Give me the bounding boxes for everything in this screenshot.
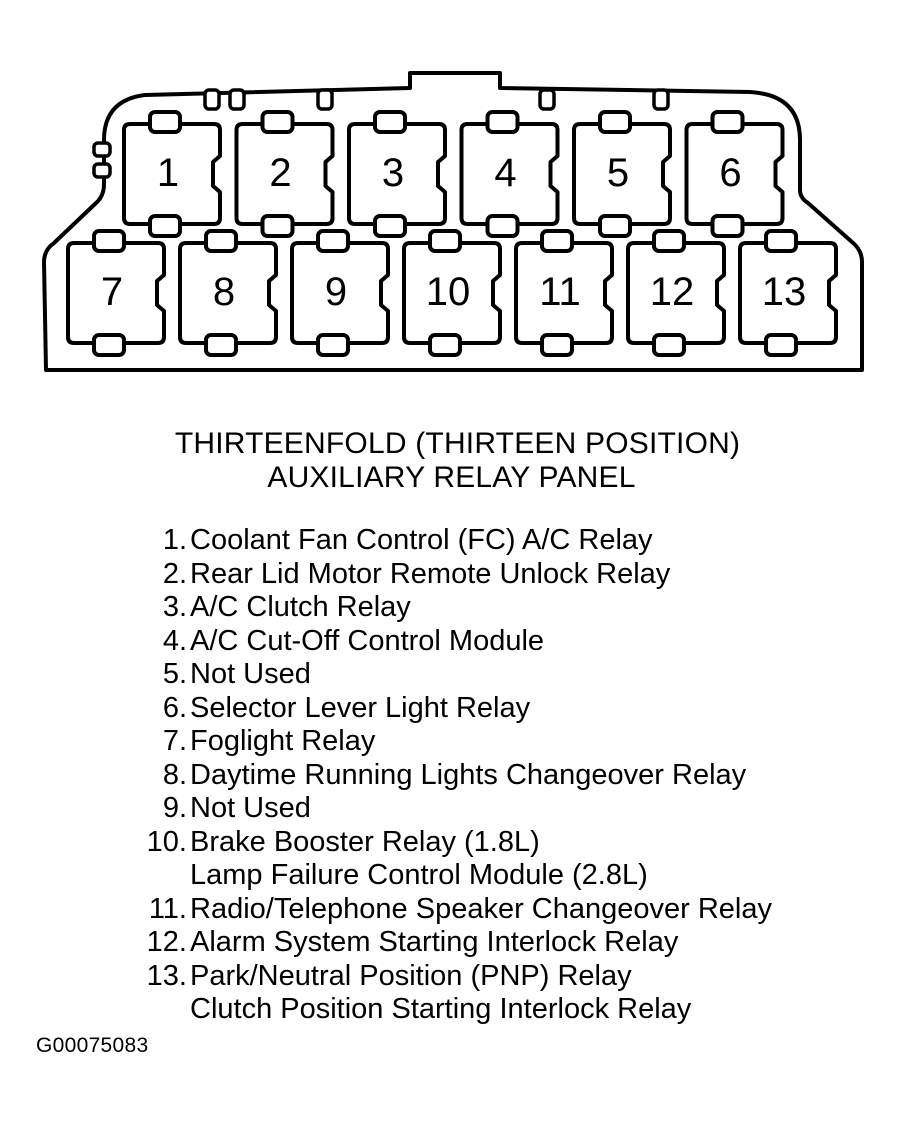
legend-item-number: 5. [162, 658, 187, 690]
panel-title-line-1: THIRTEENFOLD (THIRTEEN POSITION) [174, 427, 741, 460]
relay-terminal-top [150, 112, 180, 132]
legend-item-text: Alarm System Starting Interlock Relay [190, 926, 679, 958]
legend-item [131, 759, 772, 793]
relay-socket-10 [404, 231, 500, 355]
side-tab [94, 164, 110, 177]
legend-item-number: 12. [146, 926, 187, 958]
legend-item-text: Park/Neutral Position (PNP) Relay [190, 959, 632, 992]
relay-number: 6 [719, 151, 742, 195]
edge-clip [540, 90, 554, 109]
legend-item-number: 1. [162, 524, 187, 556]
edge-clip [205, 90, 219, 109]
relay-socket-2 [237, 112, 333, 236]
legend-item-number: 6. [162, 691, 187, 724]
relay-number: 8 [212, 270, 236, 314]
legend-item-number: 9. [162, 792, 187, 824]
relay-terminal-top [766, 231, 796, 251]
legend-item-number [131, 993, 187, 1027]
relay-socket-6 [687, 112, 783, 236]
relay-terminal-bottom [318, 335, 348, 355]
legend-item-number: 11. [148, 892, 187, 925]
relay-terminal-bottom [766, 335, 796, 355]
legend-item-text: Lamp Failure Control Module (2.8L) [190, 859, 648, 891]
relay-socket-13 [740, 231, 836, 355]
relay-terminal-top [654, 231, 684, 251]
figure-code: G00075083 [36, 1034, 149, 1057]
legend-item [131, 826, 772, 860]
relay-terminal-top [375, 112, 405, 132]
legend-item-text: Selector Lever Light Relay [190, 691, 531, 724]
legend-item-number: 3. [162, 591, 187, 623]
relay-terminal-bottom [488, 216, 518, 236]
relay-terminal-top [430, 231, 460, 251]
relay-terminal-bottom [263, 216, 293, 236]
legend-item-number: 2. [162, 557, 187, 590]
relay-terminal-bottom [150, 216, 180, 236]
relay-socket-9 [292, 231, 388, 355]
legend-item [131, 591, 772, 625]
legend-item [131, 625, 772, 659]
relay-socket-11 [516, 231, 612, 355]
relay-number: 11 [539, 270, 581, 314]
side-tab [94, 143, 110, 156]
legend-item-number: 7. [162, 725, 187, 757]
panel-title-line-2: AUXILIARY RELAY PANEL [267, 461, 636, 494]
relay-number: 13 [761, 270, 807, 314]
relay-number: 9 [324, 270, 348, 314]
relay-terminal-bottom [430, 335, 460, 355]
edge-clip [318, 90, 332, 109]
relay-terminal-top [263, 112, 293, 132]
legend-item [131, 893, 772, 927]
relay-number: 4 [494, 151, 517, 195]
legend-item-number: 8. [162, 758, 187, 791]
legend-item-text: Radio/Telephone Speaker Changeover Relay [190, 892, 772, 925]
relay-panel-diagram [0, 0, 903, 400]
relay-socket-1 [124, 112, 220, 236]
relay-legend [131, 524, 772, 1027]
legend-item [131, 993, 772, 1027]
relay-terminal-bottom [600, 216, 630, 236]
legend-item-text: Coolant Fan Control (FC) A/C Relay [190, 524, 653, 556]
edge-clip [230, 90, 244, 109]
relay-number: 1 [156, 151, 180, 195]
legend-item-number: 4. [162, 624, 187, 657]
legend-item [131, 926, 772, 960]
relay-terminal-top [488, 112, 518, 132]
relay-number: 3 [381, 151, 405, 195]
relay-socket-5 [574, 112, 670, 236]
relay-terminal-bottom [94, 335, 124, 355]
relay-terminal-top [206, 231, 236, 251]
relay-socket-4 [462, 112, 558, 236]
relay-terminal-bottom [713, 216, 743, 236]
relay-terminal-bottom [654, 335, 684, 355]
relay-number: 5 [606, 151, 630, 195]
relay-terminal-top [318, 231, 348, 251]
legend-item-text: Daytime Running Lights Changeover Relay [190, 758, 747, 791]
legend-item-text: A/C Clutch Relay [190, 591, 411, 623]
legend-item [131, 859, 772, 893]
legend-item-text: A/C Cut-Off Control Module [190, 624, 545, 657]
legend-item [131, 792, 772, 826]
relay-socket-3 [349, 112, 445, 236]
legend-item-number: 10. [146, 825, 187, 858]
relay-terminal-top [542, 231, 572, 251]
relay-number: 2 [269, 151, 292, 195]
legend-item [131, 658, 772, 692]
relay-terminal-top [600, 112, 630, 132]
relay-socket-7 [68, 231, 164, 355]
legend-item [131, 692, 772, 726]
legend-item-text: Brake Booster Relay (1.8L) [190, 825, 540, 858]
legend-item-number: 13. [146, 959, 187, 992]
relay-socket-8 [180, 231, 276, 355]
legend-item-text: Not Used [190, 658, 311, 690]
legend-item-text: Rear Lid Motor Remote Unlock Relay [190, 557, 671, 590]
relay-number: 10 [425, 270, 471, 314]
legend-item-text: Clutch Position Starting Interlock Relay [190, 993, 692, 1025]
relay-terminal-top [94, 231, 124, 251]
relay-terminal-bottom [206, 335, 236, 355]
legend-item-text: Not Used [190, 792, 311, 824]
relay-number: 12 [649, 270, 695, 314]
legend-item [131, 524, 772, 558]
relay-socket-12 [628, 231, 724, 355]
relay-terminal-bottom [375, 216, 405, 236]
edge-clip [654, 90, 668, 109]
legend-item [131, 960, 772, 994]
legend-item-text: Foglight Relay [190, 725, 376, 757]
legend-item [131, 725, 772, 759]
legend-item-number [131, 859, 187, 893]
relay-terminal-bottom [542, 335, 572, 355]
relay-number: 7 [100, 270, 124, 314]
legend-item [131, 558, 772, 592]
relay-terminal-top [713, 112, 743, 132]
